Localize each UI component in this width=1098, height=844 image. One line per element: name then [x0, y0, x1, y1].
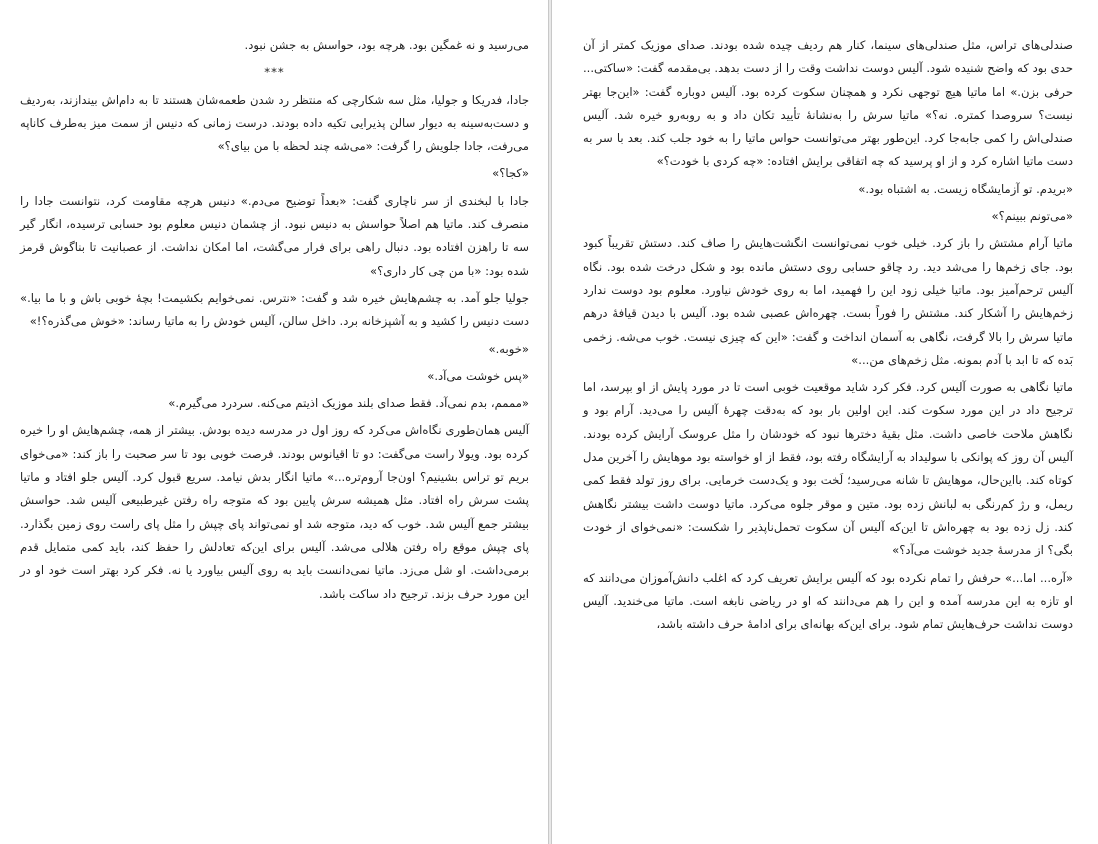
paragraph: «خوبه.»: [488, 341, 529, 356]
paragraph: جولیا جلو آمد. به چشم‌هایش خیره شد و گفت: «نترس. نمی‌خوایم بکشیمت! بچهٔ خوبی باش و با ما بیا.» دست دنیس را کشید و به آشپزخانه برد. داخل سالن، آلیس خودش را به ماتیا رساند: «خوش می‌گذره؟!»: [20, 290, 529, 329]
paragraph: جادا با لبخندی از سر ناچاری گفت: «بعداً توضیح می‌دم.» دنیس هرچه مقاومت کرد، نتوانست جادا را منصرف کند. ماتیا هم اصلاً حواسش به دنیس نبود. از چشمان دنیس معلوم بود حسابی ترسیده، انگار گیر سه تا راهزن افتاده بود. دنبال راهی برای فرار می‌گشت، اما امکان نداشت. از عصبانیت تا بناگوش قرمز شده بود: «با من چی کار داری؟»: [20, 193, 529, 278]
section-separator: ***: [264, 65, 285, 80]
right-page-text: [583, 34, 1073, 640]
paragraph: «پس خوشت می‌آد.»: [427, 368, 529, 383]
paragraph: ماتیا آرام مشتش را باز کرد. خیلی خوب نمی‌توانست انگشت‌هایش را صاف کند. دستش تقریباً کبود بود. جای زخم‌ها را می‌شد دید. رد چاقو حسابی روی دستش مانده بود و شکل درخت شده بود. نگاه آلیس ترحم‌آمیز بود. ماتیا خیلی زود این را فهمید، اما به روی خودش نیاورد. معلوم بود دوست ندارد زخم‌هایش را آشکار کند. مشتش را فوراً بست. چهره‌اش عصبی شده بود. آلیس با دیدن قیافهٔ درهم ماتیا سرش را بالا گرفت، نگاهی به آسمان انداخت و گفت: «این که چیزی نیست. خوب می‌شه. زخمی بَده که تا ابد با آدم بمونه. مثل زخم‌های من...»: [583, 236, 1073, 367]
left-page-text: [20, 34, 529, 610]
paragraph: «کجا؟»: [492, 166, 529, 181]
paragraph: «بریدم. تو آزمایشگاه زیست. به اشتباه بود.»: [858, 181, 1073, 196]
paragraph: صندلی‌های تراس، مثل صندلی‌های سینما، کنار هم ردیف چیده شده بودند. صدای موزیک کمتر از آن حدی بود که واضح شنیده شود. آلیس دوست نداشت وقت را از دست بدهد. بی‌مقدمه گفت: «ساکتی... حرفی بزن.» اما ماتیا هیچ توجهی نکرد و همچنان سکوت کرده بود. آلیس دوباره گفت: «این‌جا بهتر نیست؟ سروصدا کمتره. نه؟» ماتیا سرش را به‌نشانهٔ تأیید تکان داد و به روبه‌رو خیره شد. آلیس صندلی‌اش را کمی جابه‌جا کرد. این‌طور بهتر می‌توانست حواس ماتیا را به خود جلب کند. بعد با سر به دست ماتیا اشاره کرد و از او پرسید که چه اتفاقی برایش افتاده: «چه کردی با خودت؟»: [583, 38, 1073, 169]
paragraph: «مممم، بدم نمی‌آد. فقط صدای بلند موزیک اذیتم می‌کنه. سردرد می‌گیرم.»: [168, 396, 529, 411]
paragraph: ماتیا نگاهی به صورت آلیس کرد. فکر کرد شاید موقعیت خوبی است تا در مورد پایش از او بپرسد، اما ترجیح داد در این مورد سکوت کند. این اولین بار بود که به‌دقت چهرهٔ آلیس را می‌دید. آرام بود و نگاهش ملاحت خاصی داشت. مثل بقیهٔ دخترها نبود که خودشان را مثل عروسک آرایش کرده بودند. آلیس آن روز که پوانکی با سولیداد به آرایشگاه رفته بود، فقط از او خواسته بود موهایش را آخرین مدل کوتاه کند. بااین‌حال، موهایش تا شانه می‌رسید؛ لَخت بود و یک‌دست خرمایی. برای روز تولد فقط کمی ریمل، و رژ کم‌رنگی به لبانش زده بود. متین و موقر جلوه می‌کرد. ماتیا دوست داشت بیشتر نگاهش کند. زل زده بود به چهره‌اش تا این‌که آلیس آن سکوت تحمل‌ناپذیر را شکست: «نمی‌خوای از خودت بگی؟ از مدرسهٔ جدید خوشت می‌آد؟»: [583, 380, 1073, 558]
paragraph: «آره... اما...» حرفش را تمام نکرده بود که آلیس برایش تعریف کرد که اغلب دانش‌آموزان می‌دانند که او تازه به این مدرسه آمده و این را هم می‌دانند که او در ریاضی نابغه است. ماتیا می‌خندید. آلیس دوست نداشت حرف‌هایش تمام شود. برای این‌که بهانه‌ای برای ادامهٔ حرف داشته باشد،: [583, 570, 1073, 632]
paragraph: «می‌تونم ببینم؟»: [991, 209, 1073, 224]
paragraph: می‌رسید و نه غمگین بود. هرچه بود، حواسش به جشن نبود.: [244, 38, 529, 52]
paragraph: آلیس همان‌طوری نگاه‌اش می‌کرد که روز اول در مدرسه دیده بودش. بیشتر از همه، چشم‌هایش او را خیره کرده بود. ویولا راست می‌گفت: دو تا اقیانوس بودند. فرصت خوبی بود تا سر صحبت را باز کند: «می‌خوای بریم تو تراس بشینیم؟ اون‌جا آروم‌تره...» ماتیا انگار بدش نیامد. سریع قبول کرد. آلیس جلو افتاد و ماتیا پشت سرش راه افتاد. مثل همیشه سرش پایین بود که متوجه راه رفتن غیرطبیعی آلیس شد. حواسش بیشتر جمع آلیس شد. خوب که دید، متوجه شد او نمی‌تواند پای چپش را مثل پای راست روی زمین بگذارد. پای چپش موقع راه رفتن هلالی می‌شد. آلیس برای این‌که تعادلش را حفظ کند، باید کمی متمایل قدم برمی‌داشت. او شل می‌زد. ماتیا نمی‌دانست باید به روی آلیس بیاورد یا نه. فکر کرد بهتر است خود او در این مورد حرف بزند. ترجیح داد ساکت باشد.: [20, 423, 529, 601]
right-page: [551, 0, 1098, 844]
paragraph: جادا، فدریکا و جولیا، مثل سه شکارچی که منتظر رد شدن طعمه‌شان هستند تا به دام‌اش بیندازند، به‌ردیف و دست‌به‌سینه به دیوار سالن پذیرایی تکیه داده بودند. درست زمانی که دنیس از سمت میز به‌طرف کاناپه می‌رفت، جادا جلویش را گرفت: «می‌شه چند لحظه با من بیای؟»: [20, 92, 529, 154]
